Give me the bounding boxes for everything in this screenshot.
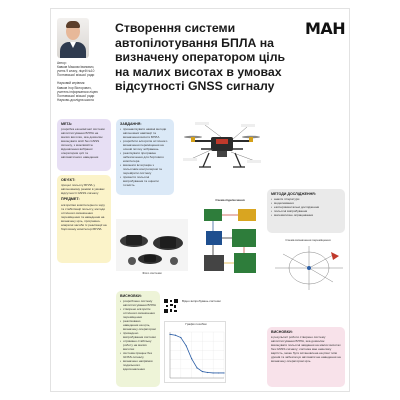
wiring-schematic	[198, 205, 262, 285]
conclusion-item: • розроблено систему автопілотування БПЛА	[120, 299, 156, 307]
task-item: • виконати інтеграцію з польотним контролером та перевірити систему	[120, 163, 170, 175]
subject-heading: ПРЕДМЕТ:	[61, 197, 80, 202]
conclusion-item: • система працює без GNSS сигналу	[120, 351, 156, 359]
author-line: Кавков Максим Іванович,	[57, 65, 95, 70]
chart-point	[207, 372, 208, 373]
tasks-heading: ЗАВДАННЯ:	[120, 122, 142, 126]
method-item: • моделювання	[271, 201, 341, 205]
conclusion-item: • отримано стабільну роботу на малих висотах	[120, 339, 156, 351]
goal-heading: МЕТА:	[61, 122, 73, 126]
chart-caption: Графік похибки	[185, 322, 207, 326]
author-line: Науковий керівник:	[57, 81, 86, 86]
chart-axis	[170, 332, 224, 378]
method-item: • аналіз літератури	[271, 197, 341, 201]
conclusion-item: • створено алгоритм оптичного визначення переміщення	[120, 307, 156, 319]
conclusions-left-heading: ВИСНОВКИ:	[120, 294, 142, 298]
computer-board-icon	[232, 229, 256, 247]
error-chart	[164, 321, 226, 383]
system-photos	[116, 219, 188, 281]
poster-title	[115, 21, 295, 94]
tasks-list	[120, 127, 170, 187]
research-poster	[50, 8, 350, 392]
conclusion-item: • визначено напрямки подальшого вдосконалення	[120, 359, 156, 371]
author-line: учитель інформатики ліцею	[57, 89, 98, 94]
movement-diagram	[269, 239, 347, 293]
chart-grid	[170, 332, 224, 378]
drone-illustration	[181, 119, 263, 185]
flight-controller-icon	[204, 209, 222, 221]
drone-figure	[181, 119, 263, 185]
object-subject-card	[57, 175, 111, 263]
diagram-caption: Схема визначення переміщення	[285, 239, 331, 242]
methods-heading: МЕТОДИ ДОСЛІДЖЕННЯ:	[271, 192, 316, 196]
chart-point	[213, 372, 214, 373]
title-line: автопілотування БПЛА на	[115, 35, 275, 50]
goal-card	[57, 119, 111, 171]
method-item: • експериментальні дослідження	[271, 205, 341, 209]
author-line: учень 9 класу, ліцей №10	[57, 69, 95, 74]
methods-card	[267, 189, 345, 233]
chart-plot	[165, 329, 226, 383]
photos-caption: Фото системи	[142, 271, 162, 275]
camera-icon	[206, 231, 222, 245]
chart-point	[223, 372, 224, 373]
wiring-diagram	[198, 199, 262, 285]
method-item: • польотні випробування	[271, 209, 341, 213]
conclusion-item: • реалізовано наведення на ціль, визначену оператором	[120, 319, 156, 331]
wiring-title: Схема підключення	[215, 199, 245, 202]
conclusions-left-list	[120, 299, 156, 371]
conclusions-left-card	[116, 291, 160, 387]
author-info	[57, 61, 113, 102]
conclusions-right-heading: ВИСНОВКИ:	[271, 330, 293, 334]
chart-point	[180, 337, 181, 338]
task-item: • розробити алгоритм оптичного визначення переміщення на основі потоку зображень	[120, 139, 170, 151]
qr-caption: Відео випробувань системи	[182, 299, 221, 303]
battery-icon	[238, 209, 256, 221]
title-line: відсутності GNSS сигналу	[115, 79, 275, 94]
title-line: на малих висотах в умовах	[115, 64, 282, 79]
author-line: Науково-дослідна школа	[57, 97, 94, 102]
conclusion-item: • проведено випробування системи	[120, 331, 156, 339]
object-heading: ОБ'ЄКТ:	[61, 178, 76, 182]
conclusions-right-text: в результаті роботи створено систему автопілотування БПЛА, яка дозволяє виконувати польотні завдання на малих висотах без GNSS сигналу; система має невелику вартість, може бути встановлена на різні типи дронів та забезпечує автоматичне наведення на визначену оператором ціль	[271, 335, 341, 364]
title-line: Створення системи	[115, 21, 236, 35]
chart-point	[191, 358, 192, 359]
author-photo	[57, 18, 89, 58]
goal-text: розробка економічної системи автопілотування БПЛА на малих висотах, яка дозволяє виконувати місії без GNSS сигналу, з можливістю відновлення вибраної оператором цілі та автоматичного наведення	[61, 127, 105, 160]
task-item: • проаналізувати наявні методи автономної навігації та визначення висоти БПЛА	[120, 127, 170, 139]
title-line: визначену оператором ціль	[115, 50, 286, 65]
conclusions-right-card	[267, 327, 345, 387]
author-line: Полтавської міської ради	[57, 73, 95, 78]
tasks-card	[116, 119, 174, 195]
chart-point	[169, 334, 170, 335]
chart-point	[196, 367, 197, 368]
chart-point	[202, 371, 203, 372]
qr-code-icon[interactable]	[163, 298, 179, 314]
object-text: процес польоту БПЛА у автономному режимі в умовах відсутності GNSS сигналу	[61, 183, 105, 196]
subject-text: алгоритми комп'ютерного зору та стабілізації польоту, методи оптичного визначення переміщення та наведення на визначену ціль, програмно-апаратні засоби їх реалізації на бортовому комп'ютері БПЛА	[61, 202, 107, 231]
author-line: Автор:	[57, 61, 67, 65]
author-line: Кавков Ігор Вікторович,	[57, 85, 92, 90]
chart-series-line	[170, 334, 224, 373]
chart-point	[175, 335, 176, 336]
methods-list	[271, 197, 341, 217]
sensor-module-icon	[204, 255, 224, 271]
task-item: • провести польотні випробування та оцінити точність	[120, 175, 170, 187]
controller-board-icon	[234, 253, 256, 273]
task-item: • реалізувати програмне забезпечення для бортового комп'ютера	[120, 151, 170, 163]
chart-point	[218, 372, 219, 373]
method-item: • математичне опрацювання	[271, 213, 341, 217]
author-line: Полтавської міської ради	[57, 93, 95, 98]
chart-point	[186, 345, 187, 346]
geometry-diagram	[269, 244, 347, 292]
man-logo: MAH	[305, 19, 346, 38]
